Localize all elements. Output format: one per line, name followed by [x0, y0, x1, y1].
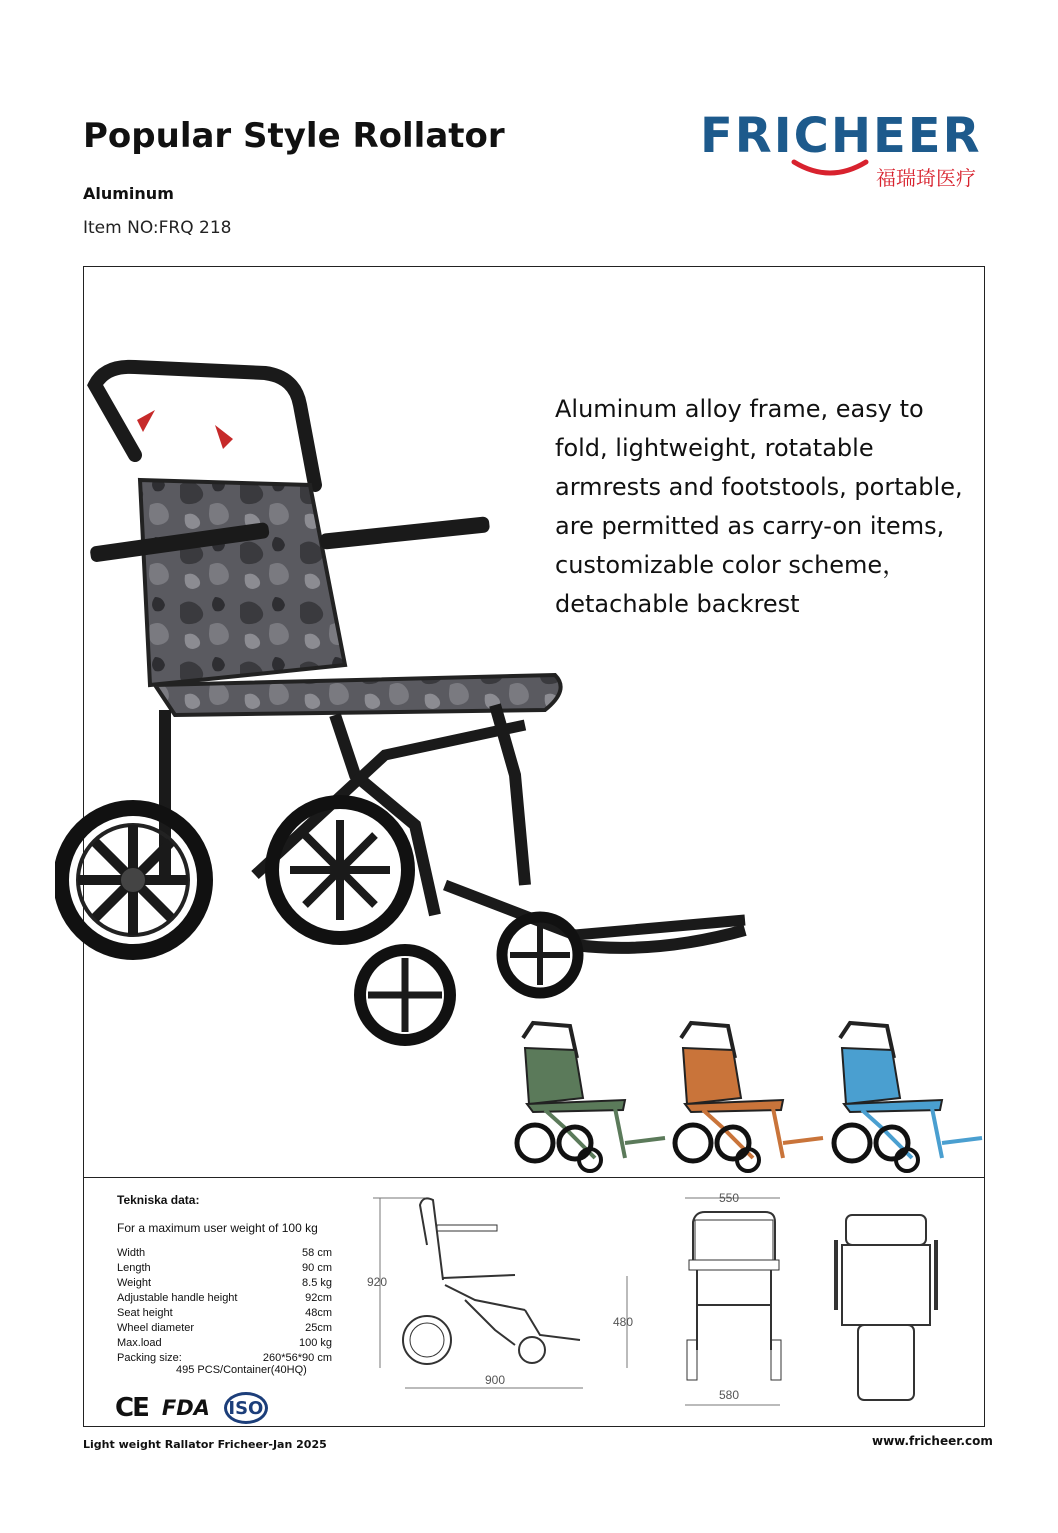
certifications — [115, 1392, 268, 1424]
specs-table — [117, 1246, 332, 1366]
dim-side-length: 900 — [485, 1373, 506, 1387]
spec-label: Width — [117, 1247, 146, 1259]
dim-side-height: 920 — [367, 1275, 388, 1289]
page-title: Popular Style Rollator — [83, 116, 505, 156]
logo-chinese-name: 福瑞琦医疗 — [876, 166, 976, 190]
variant-blue-image — [822, 1018, 992, 1173]
container-capacity: 495 PCS/Container(40HQ) — [176, 1364, 307, 1376]
dim-front-bottom: 580 — [719, 1388, 740, 1402]
brand-logo — [700, 108, 1010, 192]
item-number: Item NO:FRQ 218 — [83, 218, 232, 238]
spec-row — [117, 1306, 332, 1321]
top-view-drawing — [828, 1210, 943, 1410]
spec-label: Seat height — [117, 1307, 173, 1319]
logo-wordmark: FRICHEER — [700, 108, 982, 164]
spec-label: Packing size: — [117, 1352, 182, 1364]
spec-label: Weight — [117, 1277, 152, 1289]
spec-value: 58 cm — [302, 1247, 332, 1259]
side-view-drawing — [365, 1190, 650, 1410]
dim-front-top: 550 — [719, 1191, 740, 1205]
spec-row — [117, 1261, 332, 1276]
product-description: Aluminum alloy frame, easy to fold, lightweight, rotatable armrests and footstools, portable, are permitted as carry-on items, customizable color scheme， detachable backrest — [555, 395, 963, 618]
spec-value: 90 cm — [302, 1262, 332, 1274]
website-link[interactable]: www.fricheer.com — [872, 1434, 993, 1448]
ce-mark: CE — [115, 1393, 148, 1423]
specs-subheading: For a maximum user weight of 100 kg — [117, 1221, 318, 1235]
specs-heading: Tekniska data: — [117, 1193, 200, 1207]
logo-smile-icon — [790, 158, 870, 180]
spec-label: Wheel diameter — [117, 1322, 195, 1334]
spec-value: 100 kg — [298, 1337, 332, 1349]
spec-label: Length — [117, 1262, 151, 1274]
material-label: Aluminum — [83, 184, 174, 203]
spec-value: 48cm — [305, 1307, 332, 1319]
spec-row — [117, 1321, 332, 1336]
section-divider — [83, 1177, 985, 1178]
wheelchair-hero-image — [55, 355, 765, 1070]
front-view-drawing — [675, 1190, 790, 1415]
spec-row — [117, 1336, 332, 1351]
dim-seat-height: 480 — [613, 1315, 634, 1329]
spec-value: 260*56*90 cm — [262, 1352, 332, 1364]
spec-label: Max.load — [117, 1337, 162, 1349]
spec-label: Adjustable handle height — [117, 1292, 238, 1304]
iso-mark: ISO — [224, 1392, 268, 1424]
spec-row — [117, 1276, 332, 1291]
fda-mark: FDA — [161, 1396, 210, 1420]
spec-row — [117, 1246, 332, 1261]
spec-row — [117, 1291, 332, 1306]
spec-value: 8.5 kg — [302, 1277, 332, 1289]
spec-value: 92cm — [305, 1292, 332, 1304]
spec-value: 25cm — [305, 1322, 332, 1334]
variant-green-image — [505, 1018, 675, 1173]
footer-caption: Light weight Rallator Fricheer-Jan 2025 — [83, 1438, 327, 1451]
variant-orange-image — [663, 1018, 833, 1173]
